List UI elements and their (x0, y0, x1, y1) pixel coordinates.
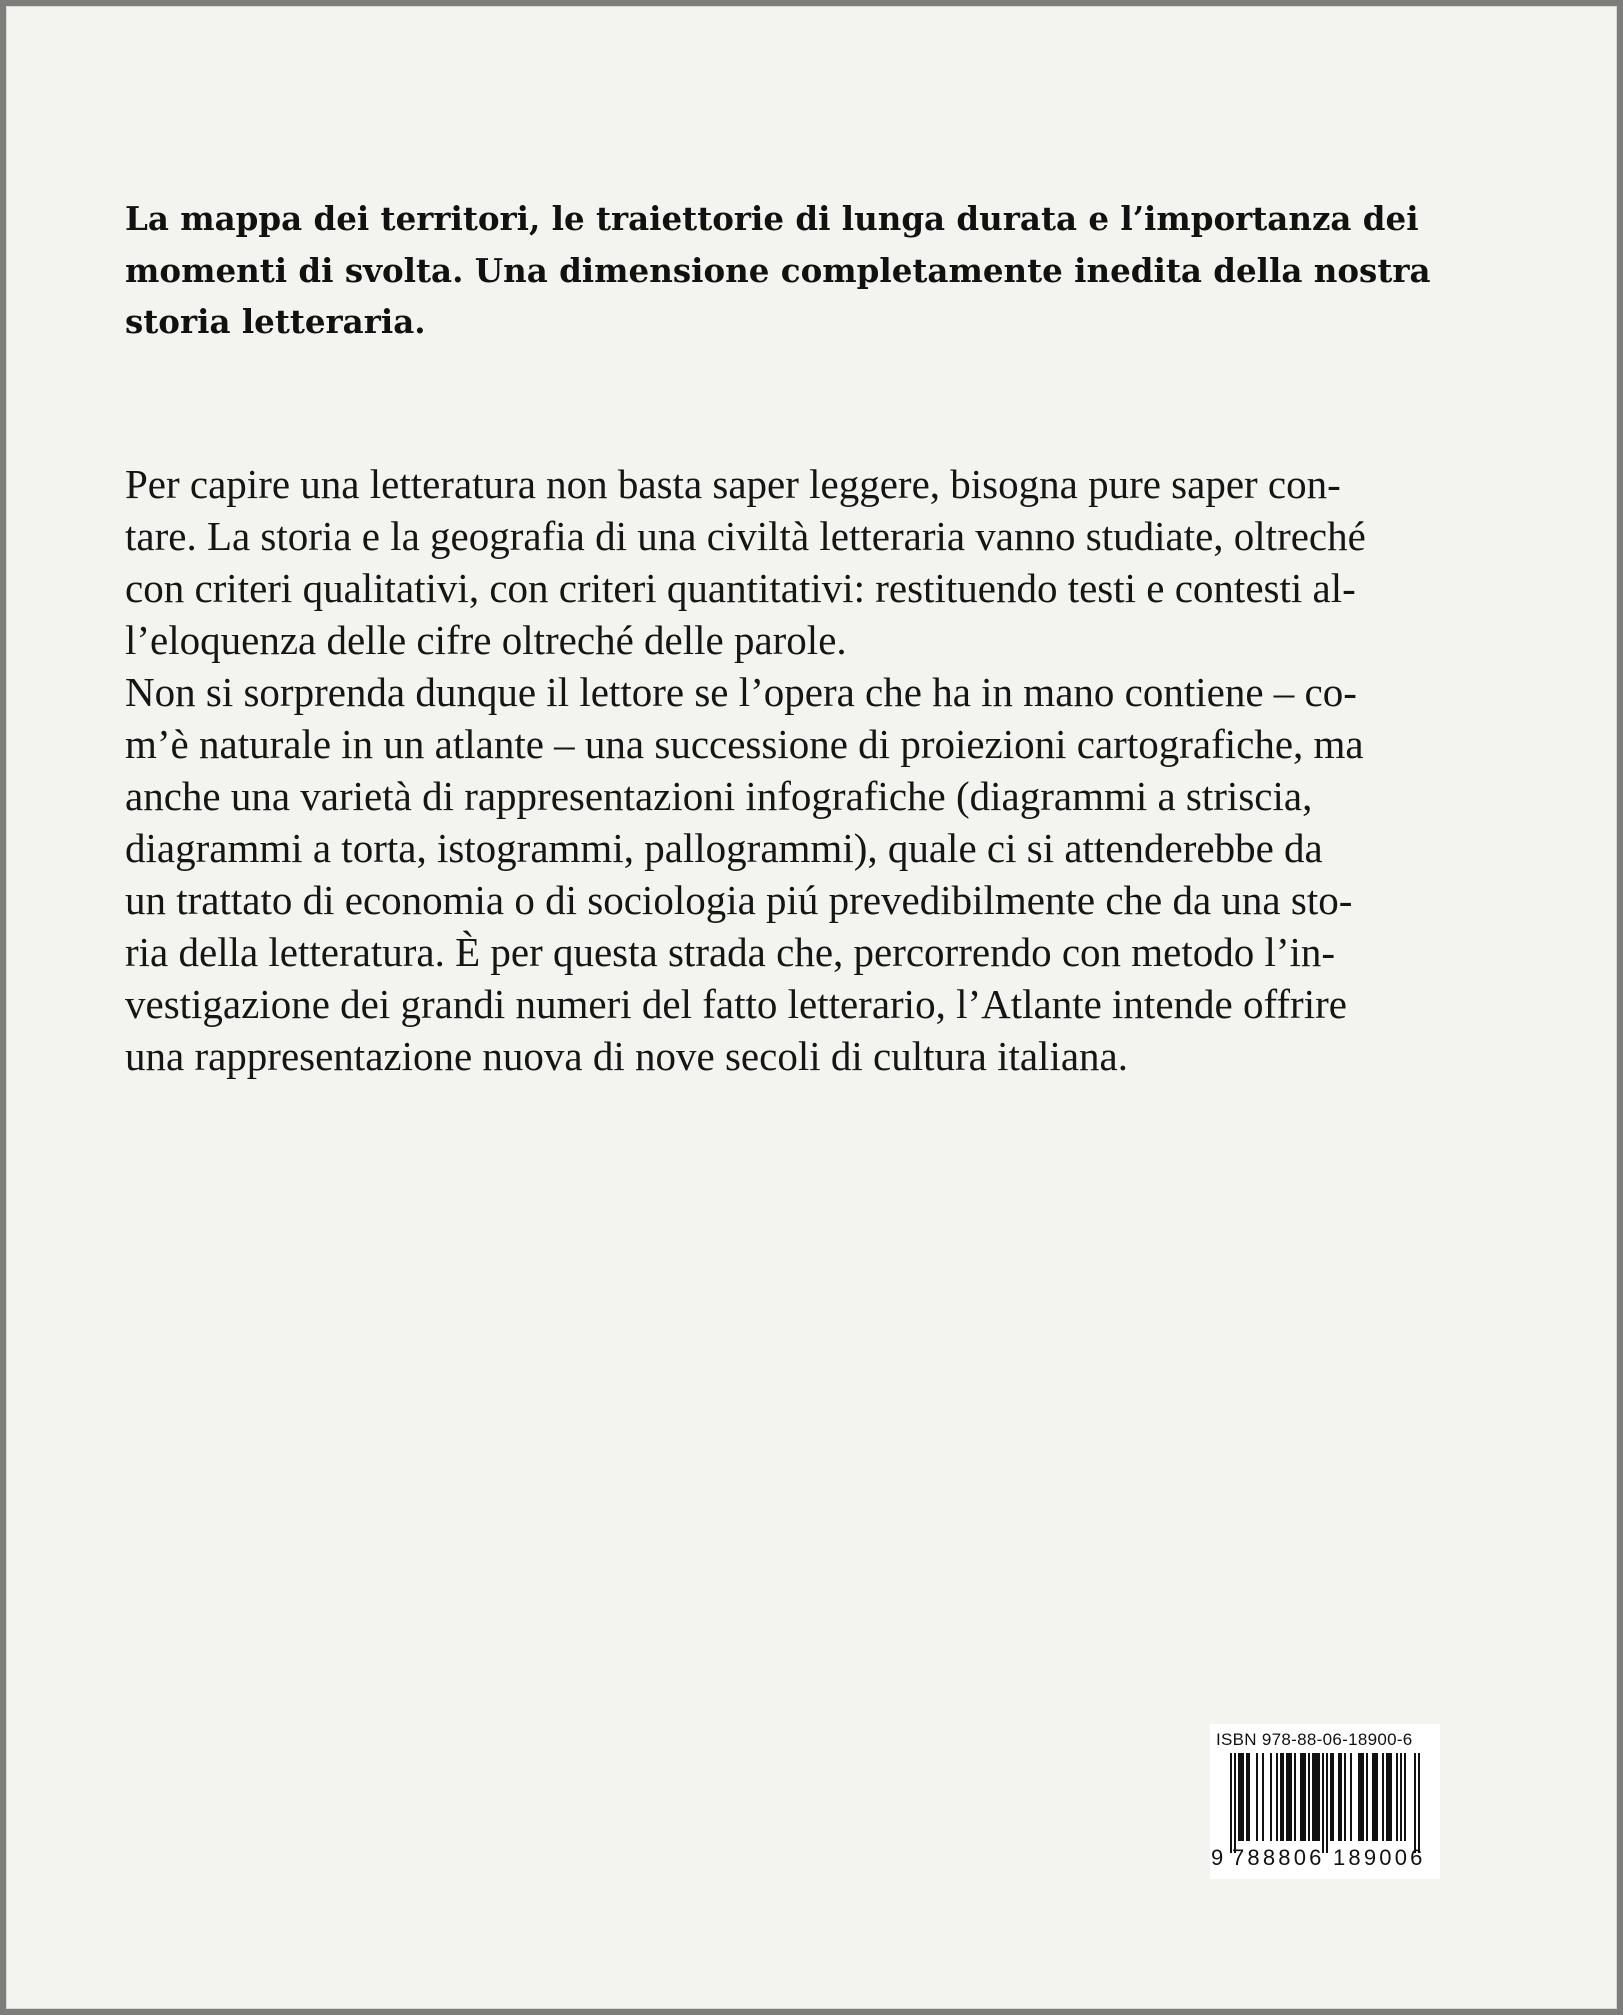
back-cover (6, 6, 1617, 2009)
barcode-bar (1238, 1753, 1240, 1841)
barcode-bar (1240, 1753, 1242, 1841)
barcode-bar (1248, 1753, 1250, 1841)
barcode-bar (1388, 1753, 1390, 1841)
description-line: una rappresentazione nuova di nove secoli di cultura italiana. (125, 1033, 1128, 1079)
barcode-bar (1282, 1753, 1284, 1841)
barcode-bar (1376, 1753, 1378, 1841)
barcode-bar (1418, 1753, 1420, 1853)
barcode-bar (1288, 1753, 1290, 1841)
description-line: m’è naturale in un atlante – una successione di proiezioni cartografiche, ma (125, 721, 1364, 767)
description-line: vestigazione dei grandi numeri del fatto letterario, l’Atlante intende offrire (125, 981, 1347, 1027)
barcode-bar (1414, 1753, 1416, 1853)
barcode-bar (1322, 1753, 1324, 1853)
description-line: Per capire una letteratura non basta saper leggere, bisogna pure saper con- (125, 461, 1341, 507)
barcode-bar (1338, 1753, 1340, 1841)
barcode-bar (1330, 1753, 1332, 1841)
barcode-bar (1350, 1753, 1352, 1841)
barcode-bar (1270, 1753, 1272, 1841)
barcode-bar (1234, 1753, 1236, 1853)
barcode-bar (1302, 1753, 1304, 1841)
barcode-bar (1318, 1753, 1320, 1841)
barcode-bar (1396, 1753, 1398, 1841)
barcode-bar (1242, 1753, 1244, 1841)
barcode-bar (1312, 1753, 1314, 1841)
description-line: anche una varietà di rappresentazioni infografiche (diagrammi a striscia, (125, 773, 1313, 819)
barcode-bar (1276, 1753, 1278, 1841)
barcode-digits-left: 788806 (1232, 1845, 1325, 1870)
barcode-bar (1290, 1753, 1292, 1841)
barcode-bar (1256, 1753, 1258, 1841)
barcode-bar (1314, 1753, 1316, 1841)
isbn-label: ISBN 978-88-06-18900-6 (1216, 1730, 1413, 1749)
barcode-bar (1382, 1753, 1384, 1841)
barcode-bar (1326, 1753, 1328, 1853)
description-line: l’eloquenza delle cifre oltreché delle parole. (125, 617, 847, 663)
barcode-bar (1390, 1753, 1392, 1841)
barcode-bar (1332, 1753, 1334, 1841)
barcode-bar (1262, 1753, 1264, 1841)
barcode-bar (1280, 1753, 1282, 1841)
description-text (125, 458, 1455, 1082)
description-line: Non si sorprenda dunque il lettore se l’opera che ha in mano contiene – co- (125, 669, 1357, 715)
description-line: con criteri qualitativi, con criteri quantitativi: restituendo testi e contesti al- (125, 565, 1356, 611)
barcode-bar (1294, 1753, 1296, 1841)
barcode-digit-first: 9 (1211, 1845, 1224, 1870)
description-line: un trattato di economia o di sociologia piú prevedibilmente che da una sto- (125, 877, 1353, 923)
barcode-bar (1372, 1753, 1374, 1841)
barcode-digits-right: 189006 (1333, 1845, 1426, 1870)
barcode-bar (1316, 1753, 1318, 1841)
description-line: ria della letteratura. È per questa strada che, percorrendo con metodo l’in- (125, 929, 1336, 975)
barcode-bar (1308, 1753, 1310, 1841)
isbn-barcode (1210, 1724, 1440, 1879)
barcode-bar (1374, 1753, 1376, 1841)
barcode-bar (1360, 1753, 1362, 1841)
barcode-bar (1304, 1753, 1306, 1841)
barcode-bar (1344, 1753, 1346, 1841)
barcode-bar (1340, 1753, 1342, 1841)
barcode-bar (1358, 1753, 1360, 1841)
barcode-bar (1300, 1753, 1302, 1841)
barcode-bar (1246, 1753, 1248, 1841)
description-line: diagrammi a torta, istogrammi, pallogrammi), quale ci si attenderebbe da (125, 825, 1323, 871)
description-line: tare. La storia e la geografia di una civiltà letteraria vanno studiate, oltreché (125, 513, 1366, 559)
barcode-bar (1404, 1753, 1406, 1841)
barcode-bar (1400, 1753, 1402, 1841)
barcode-bars (1218, 1753, 1432, 1853)
barcode-bar (1362, 1753, 1364, 1841)
barcode-bar (1286, 1753, 1288, 1841)
barcode-bar (1366, 1753, 1368, 1841)
barcode-bar (1386, 1753, 1388, 1841)
lead-paragraph: La mappa dei territori, le traiettorie di lunga durata e l’importanza dei momenti di svolta. Una dimensione completamente inedita della nostra storia letteraria. (125, 199, 1431, 341)
barcode-bar (1230, 1753, 1232, 1853)
